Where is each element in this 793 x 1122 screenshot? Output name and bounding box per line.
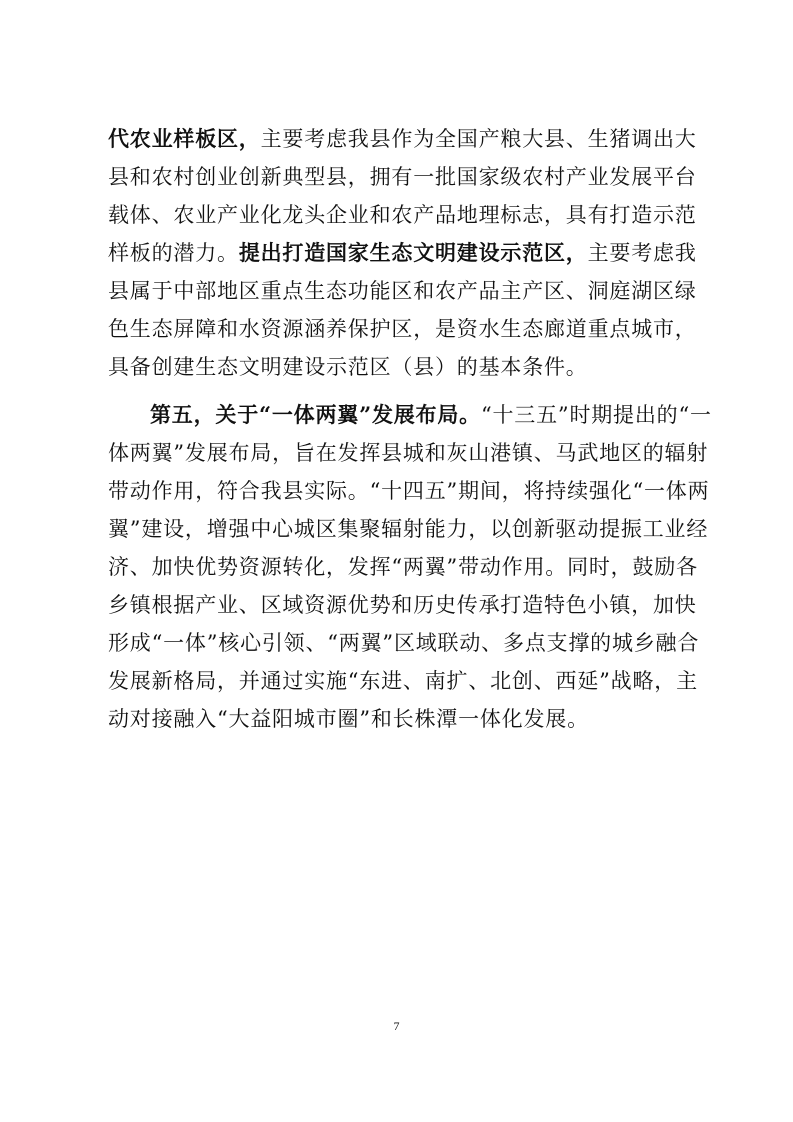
line-text: 翼”建设，增强中心城区集聚辐射能力，以创新驱动提振工业经 xyxy=(108,517,709,541)
line-text: 县和农村创业创新典型县，拥有一批国家级农村产业发展平台 xyxy=(108,165,697,189)
text-line-9 xyxy=(108,438,709,468)
text-line-3 xyxy=(108,200,697,230)
bold-phrase: 提出打造国家生态文明建设示范区， xyxy=(238,240,588,265)
text-line-6 xyxy=(108,314,697,344)
line-text-after: 主要考虑我 xyxy=(587,241,697,265)
line-text: 具备创建生态文明建设示范区（县）的基本条件。 xyxy=(108,355,588,379)
line-text: 县属于中部地区重点生态功能区和农产品主产区、洞庭湖区绿 xyxy=(108,279,697,303)
line-text: 载体、农业产业化龙头企业和农产品地理标志，具有打造示范 xyxy=(108,203,697,227)
line-text: 发展新格局，并通过实施“东进、南扩、北创、西延”战略，主 xyxy=(108,669,698,693)
text-line-16 xyxy=(108,704,688,734)
text-line-7 xyxy=(108,352,688,382)
text-line-1 xyxy=(108,124,697,154)
text-line-14 xyxy=(108,628,700,658)
line-text: 形成“一体”核心引领、“两翼”区域联动、多点支撑的城乡融合 xyxy=(108,631,700,655)
line-text: 乡镇根据产业、区域资源优势和历史传承打造特色小镇，加快 xyxy=(108,593,697,617)
line-text: 色生态屏障和水资源涵养保护区，是资水生态廊道重点城市， xyxy=(108,317,697,341)
line-text: 济、加快优势资源转化，发挥“两翼”带动作用。同时，鼓励各 xyxy=(108,555,698,579)
text-line-2 xyxy=(108,162,697,192)
text-line-11 xyxy=(108,514,709,544)
text-line-12 xyxy=(108,552,698,582)
text-line-15 xyxy=(108,666,698,696)
line-text: 主要考虑我县作为全国产粮大县、生猪调出大 xyxy=(260,127,697,151)
text-line-5 xyxy=(108,276,697,306)
bold-phrase: 代农业样板区， xyxy=(108,126,261,151)
text-line-10 xyxy=(108,476,710,506)
text-line-4 xyxy=(108,238,697,268)
page-number: 7 xyxy=(393,1019,400,1033)
text-line-13 xyxy=(108,590,697,620)
line-text: 动对接融入“大益阳城市圈”和长株潭一体化发展。 xyxy=(108,707,589,731)
line-text: “十三五”时期提出的“一 xyxy=(480,403,712,427)
line-text: 带动作用，符合我县实际。“十四五”期间，将持续强化“一体两 xyxy=(108,479,710,503)
line-text: 样板的潜力。 xyxy=(108,241,239,265)
line-text: 体两翼”发展布局，旨在发挥县城和灰山港镇、马武地区的辐射 xyxy=(108,441,709,465)
text-line-8 xyxy=(150,400,712,430)
bold-phrase: 第五，关于“一体两翼”发展布局。 xyxy=(150,402,481,427)
